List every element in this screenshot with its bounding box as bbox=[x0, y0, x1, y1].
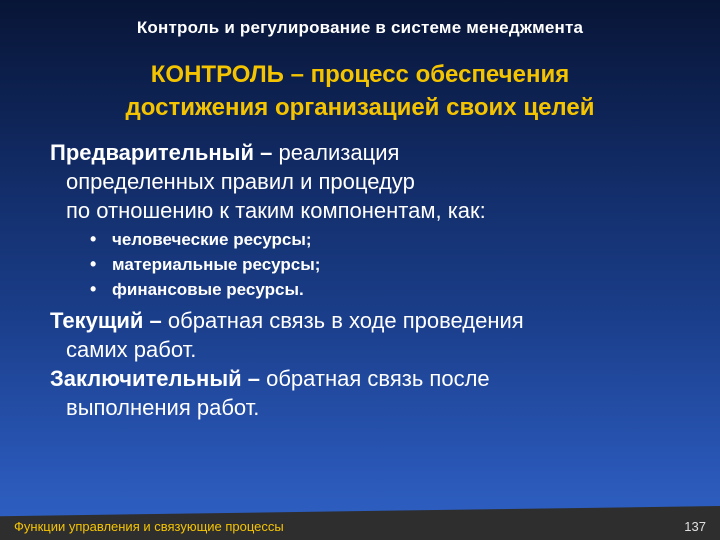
resource-list bbox=[50, 227, 690, 302]
preliminary-text-3: по отношению к таким компонентам, как: bbox=[66, 198, 486, 223]
current-text-2: самих работ. bbox=[66, 337, 197, 362]
list-item bbox=[90, 277, 690, 302]
current-control-paragraph bbox=[50, 306, 690, 364]
preliminary-text-1: реализация bbox=[272, 140, 400, 165]
preliminary-text-2: определенных правил и процедур bbox=[66, 169, 415, 194]
list-item-label: материальные ресурсы; bbox=[112, 255, 321, 274]
preliminary-term: Предварительный – bbox=[50, 140, 273, 165]
current-text-1: обратная связь в ходе проведения bbox=[161, 308, 524, 333]
final-text-1: обратная связь после bbox=[259, 366, 490, 391]
list-item-label: человеческие ресурсы; bbox=[112, 230, 312, 249]
slide-header-title: Контроль и регулирование в системе менеджмента bbox=[136, 18, 584, 37]
final-text-2: выполнения работ. bbox=[66, 395, 260, 420]
main-heading-line-1: КОНТРОЛЬ – процесс обеспечения bbox=[150, 61, 570, 88]
slide-content bbox=[50, 138, 690, 422]
list-item bbox=[90, 252, 690, 277]
bullet-icon: • bbox=[90, 229, 97, 249]
bullet-icon: • bbox=[90, 279, 97, 299]
bullet-icon: • bbox=[90, 254, 97, 274]
page-number: 137 bbox=[684, 519, 706, 534]
final-control-paragraph bbox=[50, 364, 690, 422]
main-heading bbox=[0, 58, 720, 124]
main-heading-line-2: достижения организацией своих целей bbox=[125, 94, 595, 121]
list-item bbox=[90, 227, 690, 252]
list-item-label: финансовые ресурсы. bbox=[112, 280, 304, 299]
footer-text: Функции управления и связующие процессы bbox=[14, 519, 284, 534]
final-term: Заключительный – bbox=[50, 366, 260, 391]
preliminary-control-paragraph bbox=[50, 138, 690, 225]
current-term: Текущий – bbox=[50, 308, 162, 333]
